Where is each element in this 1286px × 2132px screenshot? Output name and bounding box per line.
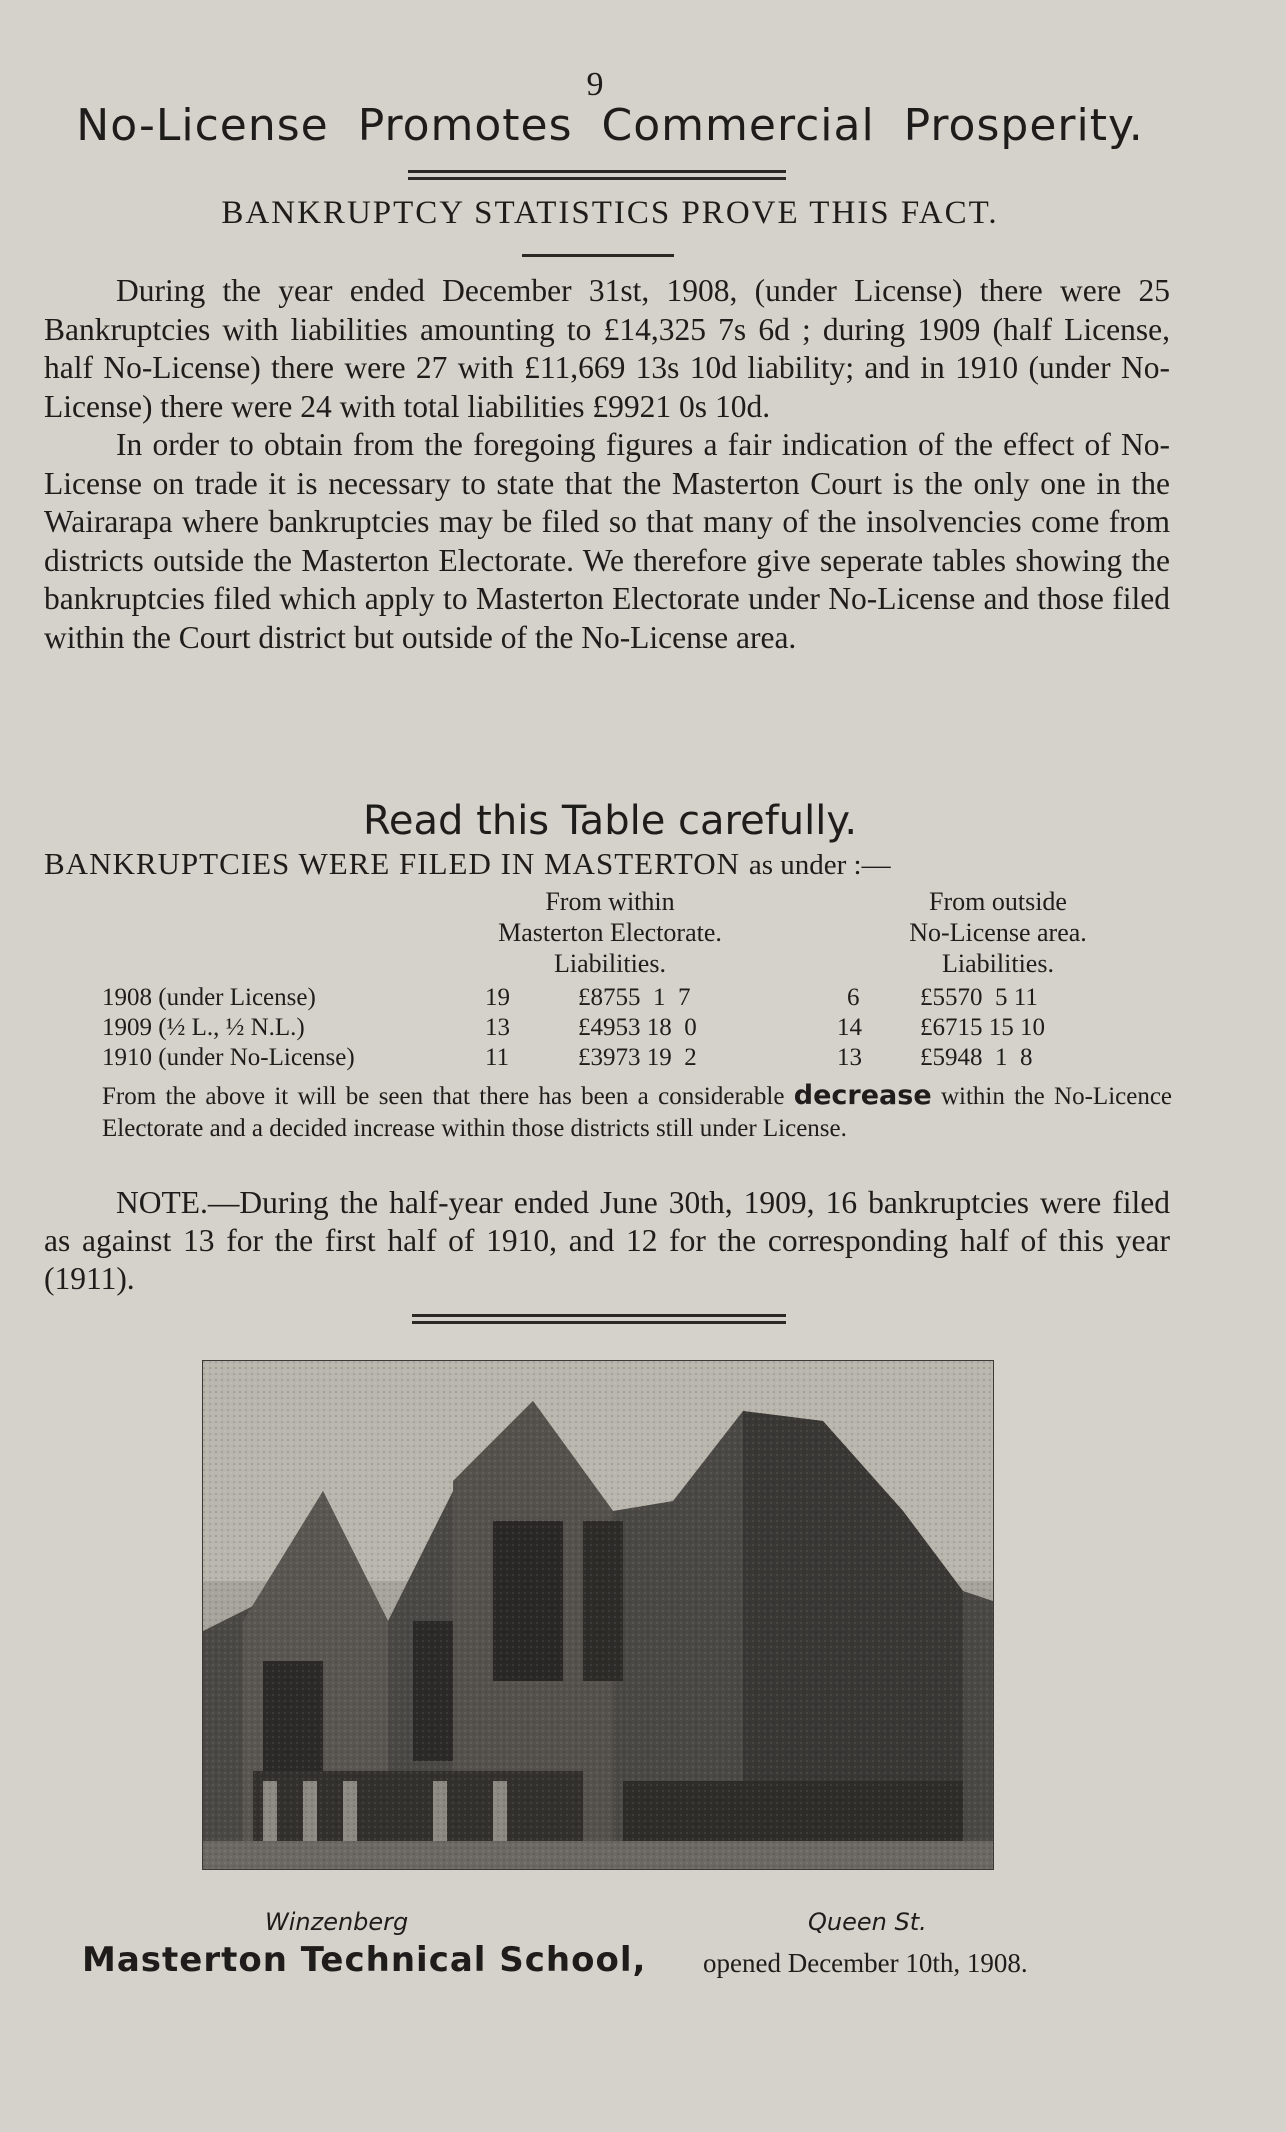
emphasis-decrease: decrease [793, 1080, 932, 1111]
col-within-heading: From within Masterton Electorate. Liabilities. [498, 887, 722, 978]
body-text [44, 272, 1170, 657]
school-building-photo [202, 1360, 994, 1870]
subtitle: BANKRUPTCY STATISTICS PROVE THIS FACT. [221, 195, 999, 231]
col-outside-heading: From outside No-License area. Liabilities. [909, 887, 1087, 978]
table-summary: From the above it will be seen that there has been a considerable decrease within the No-Licence Electorate and a decided increase within those districts still under License. [102, 1080, 1173, 1142]
paragraph-2: In order to obtain from the foregoing figures a fair indication of the effect of No-License on trade it is necessary to state that the Masterton Court is the only one in the Wairarapa where bankruptcies may be filed so that many of the insolvencies come from districts outside the Masterton Electorate. We therefore give seperate tables showing the bankruptcies filed which apply to Masterton Electorate under No-License and those filed within the Court district but outside of the No-License area. [44, 427, 1170, 655]
document-page: 9 No-License Promotes Commercial Prosperity. BANKRUPTCY STATISTICS PROVE THIS FACT. During the year ended December 31st, 1908, (under License) there were 25 Bankruptcies with liabilities amounting to £14,325 7s 6d ; during 1909 (half License, half No-License) there were 27 with £11,669 13s 10d liability; and in 1910 (under No-License) there were 24 with total liabilities £9921 0s 10d. In order to obtain from the foregoing figures a fair indication of the effect of No-License on trade it is necessary to state that the Masterton Court is the only one in the Wairarapa where bankruptcies may be filed so that many of the insolvencies come from districts outside the Masterton Electorate. We therefore give seperate tables showing the bankruptcies filed which apply to Masterton Electorate under No-License and those filed within the Court district but outside of the No-License area. Read this Table carefully. BANKRUPTCIES WERE FILED IN MASTERTON as under :— From within Masterton Electorate. Liabilities. From outside No-License area. Liabilities. 1908 (under License) 19 £8755 1 7 6 £5570 5 11 1909 (½ L., ½ N.L.) 13 £4953 18 0 14 £6715 15 10 1910 (under No-License) 11 £3973 19 2 13 £5948 1 8 From the above it will be seen that there has been a considerable decrease within the No-Licence Electorate and a decided increase within those districts still under License. NOTE.—During the half-year ended June 30th, 1909, 16 bankruptcies were filed as against 13 for the first half of 1910, and 12 for the corresponding half of this year (1911). Winzenberg Queen St. Masterton Technical School, opened December 10th, 1908. [0, 0, 1286, 2132]
short-rule [522, 254, 674, 257]
double-rule [412, 1314, 786, 1324]
table-intro: BANKRUPTCIES WERE FILED IN MASTERTON as under :— [44, 846, 891, 881]
photo-caption-date: opened December 10th, 1908. [703, 1948, 1028, 1978]
table-heading: Read this Table carefully. [362, 798, 858, 844]
double-rule [408, 170, 786, 180]
page-title: No-License Promotes Commercial Prosperity. [76, 100, 1144, 151]
caption-right: Queen St. [808, 1908, 927, 1936]
note-paragraph: NOTE.—During the half-year ended June 30th, 1909, 16 bankruptcies were filed as against 13 for the first half of 1910, and 12 for the corresponding half of this year (1911). [44, 1185, 1170, 1296]
page-number: 9 [586, 66, 604, 103]
paragraph-1: During the year ended December 31st, 1908, (under License) there were 25 Bankruptcies with liabilities amounting to £14,325 7s 6d ; during 1909 (half License, half No-License) there were 27 with £11,669 13s 10d liability; and in 1910 (under No-License) there were 24 with total liabilities £9921 0s 10d. [44, 273, 1170, 424]
caption-left: Winzenberg [265, 1908, 409, 1936]
photo-caption-title: Masterton Technical School, [82, 1940, 647, 1980]
